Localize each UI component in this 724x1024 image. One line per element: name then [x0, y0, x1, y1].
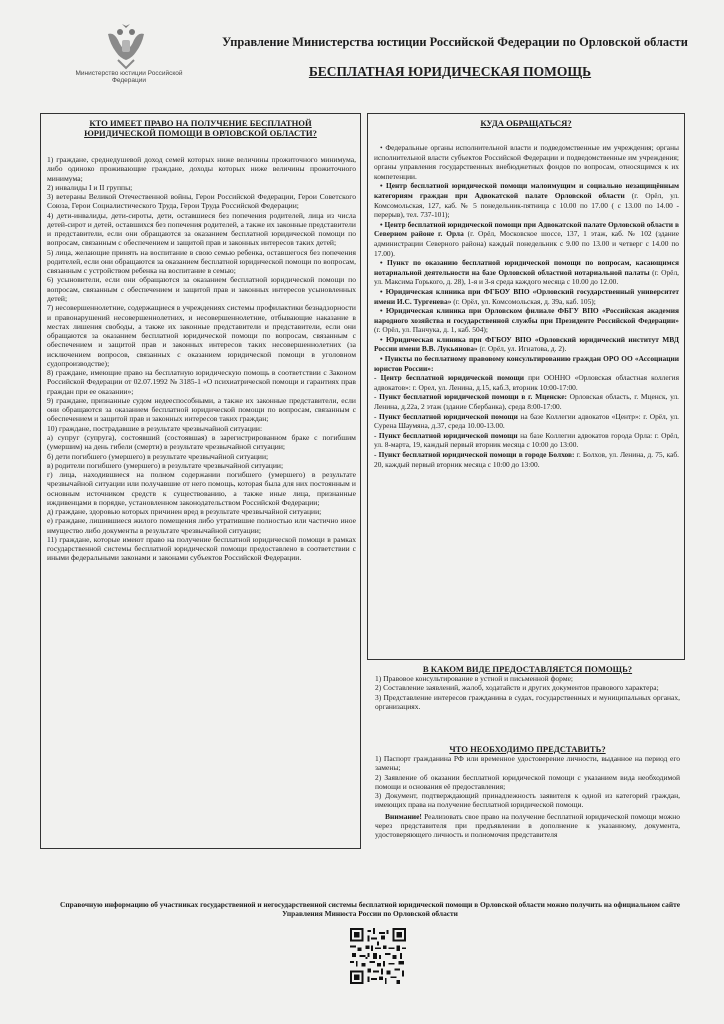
list-item [374, 220, 679, 258]
list-item: е) граждане, лишившиеся жилого помещения либо утратившие полностью или частично иное имущество либо документы в результате чрезвычайной ситуации; [47, 516, 356, 535]
list-item: 10) граждане, пострадавшие в результате чрезвычайной ситуации: [47, 423, 263, 433]
where-to-apply-list [374, 143, 679, 469]
where-to-apply-heading: КУДА ОБРАЩАТЬСЯ? [480, 118, 572, 128]
footer-note: Справочную информацию об участниках государственной и негосударственной системы бесплатной юридической помощи в Орловской области можно получить на официальном сайте Управления Минюста России по Орловской области [60, 900, 680, 919]
org-name: - Пункт бесплатной юридической помощи [374, 430, 518, 440]
org-name: • Юридическая клиника при Орловском филиале ФБГУ ВПО «Российская академия народного хозяйства и государственной службы при Президенте Российской Федерации» [374, 306, 679, 325]
org-details: (г. Орёл, Московское шоссе, 137, 1 этаж, каб. № 102 (здание администрации Северного района) каждый понедельник с 9.00 по 13.00 и четверг с 14.00 по 17.00). [374, 229, 679, 258]
org-details: (г. Орёл, ул. Игнатова, д. 2). [477, 344, 567, 354]
list-item: 6) усыновители, если они обращаются за оказанием бесплатной юридической помощи по вопросам, связанным с обеспечением и защитой прав и законных интересов усыновленных детей; [47, 275, 356, 303]
org-name: • Пункт по оказанию бесплатной юридической помощи по вопросам, касающимся нотариальной деятельности на базе Орловской областной нотариальной палаты [374, 258, 679, 277]
list-item: а) супруг (супруга), состоявший (состоявшая) в зарегистрированном браке с погибшим (умершим) на день гибели (смерти) в результате чрезвычайной ситуации; [47, 432, 356, 452]
org-details: г. Болхов, ул. Ленина, д. 75, каб. 20, каждый первый вторник месяца с 10:00 до 13:00. [374, 450, 679, 469]
list-item: 2) Составление заявлений, жалоб, ходатайств и других документов правового характера; [375, 683, 659, 693]
list-item: 3) Представление интересов гражданина в судах, государственных и муниципальных органах, организациях. [375, 692, 680, 711]
list-item: 7) несовершеннолетние, содержащиеся в учреждениях системы профилактики безнадзорности и правонарушений несовершеннолетних, и несовершеннолетние, отбывающие наказание в местах лишения свободы, а также их законные представители и представители, если они обращаются за оказанием бесплатной юридической помощи по вопросам, связанным с обеспечением и защитой прав и законных интересов таких несовершеннолетних (за исключением вопросов, связанных с оказанием юридической помощи в уголовном судопроизводстве); [47, 303, 356, 368]
list-item: 1) граждане, среднедушевой доход семей которых ниже величины прожиточного минимума, либо одиноко проживающие граждане, доходы которых ниже величины прожиточного минимума; [47, 155, 356, 183]
ministry-caption: Министерство юстиции Российской Федерации [75, 70, 183, 84]
org-name: • Юридическая клиника при ФГБОУ ВПО «Орловский государственный университет имени И.С. Тургенева» [374, 286, 679, 306]
list-item: 3) ветераны Великой Отечественной войны, Герои Российской Федерации, Герои Советского Союза, Герои Социалистического Труда, Герои Труда Российской Федерации; [47, 192, 356, 211]
list-item: 1) Правовое консультирование в устной и письменной форме; [375, 674, 573, 683]
qr-code-icon [350, 928, 406, 984]
eagle-emblem-icon [104, 22, 148, 70]
org-name: • Юридическая клиника при ФГБОУ ВПО «Орловский юридический институт МВД России имени В.В. Лукьянова» [374, 334, 679, 354]
list-item [374, 258, 679, 287]
list-item: • Федеральные органы исполнительной власти и подведомственные им учреждения; органы исполнительной власти субъектов Российской Федерации и подведомственные им учреждения; органы управления государственных внебюджетных фондов по вопросам, относящимся к их компетенции. [374, 143, 679, 181]
org-name: • Пункты по бесплатному правовому консультированию граждан ОРО ОО «Ассоциации юристов России»: [374, 354, 679, 373]
org-details: при ООННО «Орловская областная коллегия адвокатов»: г. Орел, ул. Ленина, д.15, каб.3, вторник 10:00-17:00. [374, 373, 680, 392]
list-item: 5) лица, желающие принять на воспитание в свою семью ребенка, оставшегося без попечения родителей, если они обращаются за оказанием бесплатной юридической помощи по вопросам, связанным с устройством ребенка на воспитание в семью; [47, 247, 356, 276]
list-item: 2) инвалиды I и II группы; [47, 182, 133, 192]
org-details: Орловская область, г. Мценск, ул. Ленина, д.22а, 2 этаж (здание Сбербанка), среда 8:00-17:00. [374, 392, 679, 412]
eligibility-heading: КТО ИМЕЕТ ПРАВО НА ПОЛУЧЕНИЕ БЕСПЛАТНОЙ ЮРИДИЧЕСКОЙ ПОМОЩИ В ОРЛОВСКОЙ ОБЛАСТИ? [84, 118, 317, 138]
list-item: 2) Заявление об оказании бесплатной юридической помощи с указанием вида необходимой помощи и основания её предоставления; [375, 772, 680, 791]
list-item: 8) граждане, имеющие право на бесплатную юридическую помощь в соответствии с Законом Российской Федерации от 02.07.1992 № 3185-1 «О психиатрической помощи и гарантиях прав граждан при ее оказании»; [47, 368, 356, 396]
list-item [374, 450, 679, 469]
attention-text: Реализовать свое право на получение бесплатной юридической помощи можно через представителя при предъявлении в дополнение к указанному, документа, удостоверяющего личность и полномочия представителя [375, 811, 680, 840]
list-item: 3) Документ, подтверждающий принадлежность заявителя к одной из категорий граждан, имеющих права на получение бесплатной юридической помощи. [375, 791, 680, 810]
organization-name: Управление Министерства юстиции Российской Федерации по Орловской области [222, 35, 688, 49]
org-details: (г. Орёл, ул. Комсомольская, 127, каб. № 5 понедельник-пятница с 10.00 по 17.00 ( с 13.00 по 14.00 - перерыв), тел. 737-101); [374, 190, 679, 220]
eligibility-list [47, 155, 356, 563]
org-name: - Пункт бесплатной юридической помощи [374, 411, 518, 421]
list-item [374, 392, 679, 411]
help-forms-heading: В КАКОМ ВИДЕ ПРЕДОСТАВЛЯЕТСЯ ПОМОЩЬ? [422, 664, 633, 674]
list-item: б) дети погибшего (умершего) в результате чрезвычайной ситуации; [47, 451, 269, 461]
list-item: 4) дети-инвалиды, дети-сироты, дети, оставшиеся без попечения родителей, лица из числа детей-сирот и детей, оставшихся без попечения родителей, а также их законные представители и представители, если они обращаются за оказанием бесплатной юридической помощи по вопросам, связанным с обеспечением и защитой прав и законных интересов таких детей; [47, 210, 356, 248]
list-item: в) родители погибшего (умершего) в результате чрезвычайной ситуации; [47, 460, 284, 470]
list-item [374, 287, 679, 306]
list-item: 11) граждане, которые имеют право на получение бесплатной юридической помощи в рамках государственной системы бесплатной юридической помощи предоставлено в соответствии с иными федеральными законами и законами субъектов Российской Федерации. [47, 534, 356, 563]
list-item [374, 181, 679, 219]
list-item: г) лица, находившиеся на полном содержании погибшего (умершего) в результате чрезвычайной ситуации или получавшие от него помощь, которая была для них постоянным и основным источником средств к существованию, а также иные лица, признанные иждивенцами в порядке, установленном законодательством Российской Федерации; [47, 470, 356, 507]
org-details: (г. Орёл, ул. Панчука, д. 1, каб. 504); [374, 325, 488, 335]
list-item [374, 306, 679, 335]
page-title: БЕСПЛАТНАЯ ЮРИДИЧЕСКАЯ ПОМОЩЬ [308, 64, 592, 79]
list-item [374, 412, 679, 431]
org-name: - Пункт бесплатной юридической помощи в г. Мценске: [374, 392, 567, 402]
help-forms-section [375, 664, 680, 711]
list-item [374, 431, 679, 450]
attention-note [375, 812, 680, 840]
list-item: д) граждане, здоровью которых причинен вред в результате чрезвычайной ситуации; [47, 507, 322, 517]
org-details: на базе Коллегии адвокатов «Центр»: г. Орёл, ул. Сурена Шаумяна, д.37, среда 10.00-13.00. [374, 411, 679, 431]
list-item [374, 335, 679, 354]
attention-label: Внимание! [385, 811, 422, 821]
org-details: (г. Орёл, ул. Максима Горького, д. 28), 1-я и 3-я среда каждого месяца с 10.00 до 12.00. [374, 267, 679, 287]
list-item: 9) граждане, признанные судом недееспособными, а также их законные представители, если они обращаются за оказанием бесплатной юридической помощи по вопросам, связанным с обеспечением и защитой прав и законных интересов таких граждан; [47, 395, 356, 424]
org-details: (г. Орёл, ул. Комсомольская, д. 39а, каб. 105); [451, 296, 596, 306]
org-name: • Центр бесплатной юридической помощи при Адвокатской палате Орловской области в Северном районе г. Орла [374, 219, 679, 239]
list-item [374, 373, 679, 392]
org-name: - Центр бесплатной юридической помощи [374, 373, 524, 383]
documents-section [375, 744, 680, 840]
list-item: 1) Паспорт гражданина РФ или временное удостоверение личности, выданное на период его замены; [375, 754, 680, 773]
documents-heading: ЧТО НЕОБХОДИМО ПРЕДСТАВИТЬ? [449, 744, 606, 754]
org-name: - Пункт бесплатной юридической помощи в городе Болхов: [374, 450, 575, 459]
org-details: на базе Коллегии адвокатов города Орла: г. Орёл, ул. 8-марта, 19, каждый первый вторник месяца с 10:00 до 13:00. [374, 430, 679, 450]
list-item [374, 354, 679, 373]
org-name: • Центр бесплатной юридической помощи малоимущим и социально незащищённым категориям граждан при Адвокатской палате Орловской области [374, 181, 679, 200]
